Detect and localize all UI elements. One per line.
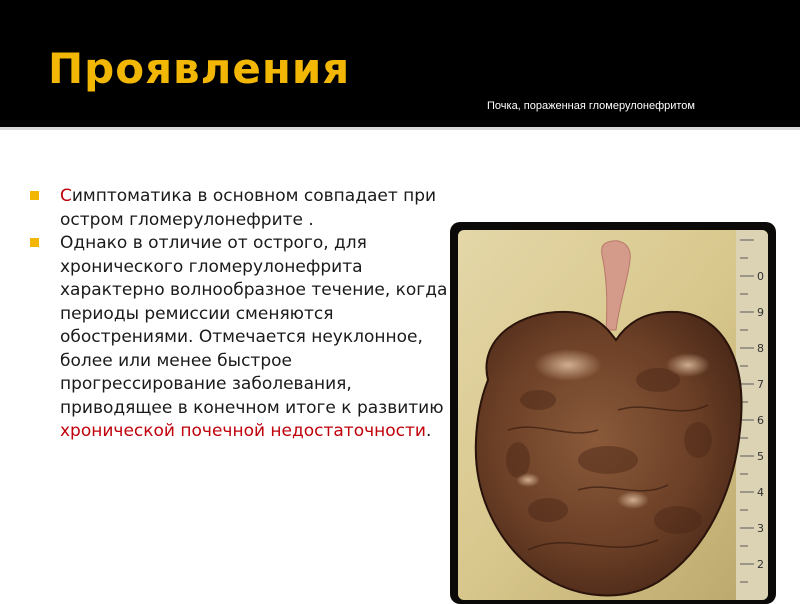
bullet-square-icon [30, 191, 39, 200]
bullet-item-1 [30, 185, 450, 232]
bullet-2-tail: . [425, 421, 432, 441]
ruler-label: 0 [757, 270, 764, 283]
ruler-label: 6 [757, 414, 764, 427]
bullet-1-text: имптоматика в основном совпадает при остром гломерулонефрите . [60, 186, 437, 230]
bullet-1-initial: С [60, 186, 72, 206]
bullet-item-2 [30, 232, 450, 444]
ruler-label: 4 [757, 486, 764, 499]
bullet-square-icon [30, 238, 39, 247]
bullet-list [30, 185, 450, 444]
ruler-label: 8 [757, 342, 764, 355]
ruler-label: 7 [757, 378, 764, 391]
ruler-label: 2 [757, 558, 764, 571]
bullet-2-highlight: хронической почечной недостаточности [60, 421, 426, 441]
ruler-label: 9 [757, 306, 764, 319]
ruler-labels [757, 270, 764, 571]
bullet-2-text: Однако в отличие от острого, для хронического гломерулонефрита характерно волнообразное течение, когда периоды ремиссии сменяются обострениями. Отмечается неуклонное, более или менее быстрое прогрессирование заболевания, приводящее в конечном итоге к развитию [60, 233, 448, 418]
kidney-photo [458, 230, 768, 600]
ruler-label: 5 [757, 450, 764, 463]
image-caption: Почка, пораженная гломерулонефритом [487, 100, 695, 112]
kidney-illustration [458, 230, 768, 600]
slide-header [0, 0, 800, 127]
header-divider [0, 127, 800, 130]
ruler-label: 3 [757, 522, 764, 535]
slide-title: Проявления [48, 44, 351, 93]
